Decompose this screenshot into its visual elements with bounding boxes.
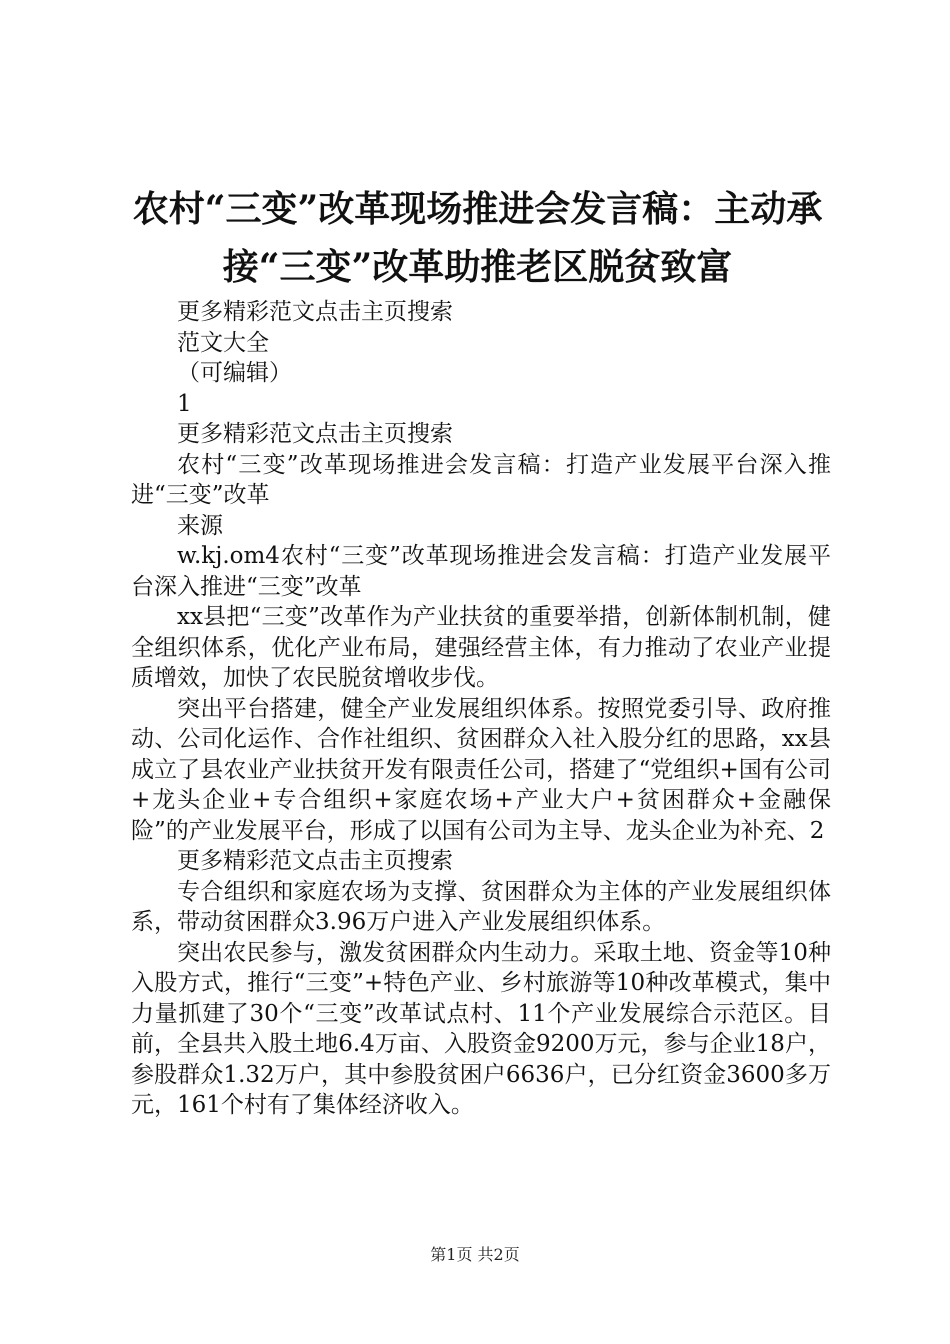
document-body (131, 297, 831, 1121)
paragraph-more-essays: 更多精彩范文点击主页搜索 (177, 299, 453, 325)
paragraph-body: 突出平台搭建，健全产业发展组织体系。按照党委引导、政府推动、公司化运作、合作社组织、贫困群众入社入股分红的思路，xx县成立了县农业产业扶贫开发有限责任公司，搭建了“党组织+国有公司+龙头企业+专合组织+家庭农场+产业大户+贫困群众+金融保险”的产业发展平台，形成了以国有公司为主导、龙头企业为补充、2 (131, 695, 831, 844)
paragraph-source-text: w.kj.om4农村“三变”改革现场推进会发言稿：打造产业发展平台深入推进“三变”改革 (131, 543, 831, 600)
paragraph-editable-note: （可编辑） (177, 360, 292, 386)
paragraph-essay-collection: 范文大全 (177, 329, 269, 356)
paragraph-body: xx县把“三变”改革作为产业扶贫的重要举措，创新体制机制，健全组织体系，优化产业布局，建强经营主体，有力推动了农业产业提质增效，加快了农民脱贫增收步伐。 (131, 604, 831, 691)
paragraph-more-essays: 更多精彩范文点击主页搜索 (177, 421, 453, 447)
paragraph-source-label: 来源 (177, 512, 223, 539)
paragraph-subtitle: 农村“三变”改革现场推进会发言稿：打造产业发展平台深入推进“三变”改革 (131, 451, 831, 508)
paragraph-page-mark: 1 (177, 390, 192, 417)
paragraph-body: 专合组织和家庭农场为支撑、贫困群众为主体的产业发展组织体系，带动贫困群众3.96万户进入产业发展组织体系。 (131, 878, 831, 935)
paragraph-body: 突出农民参与，激发贫困群众内生动力。采取土地、资金等10种入股方式，推行“三变”+特色产业、乡村旅游等10种改革模式，集中力量抓建了30个“三变”改革试点村、11个产业发展综合示范区。目前，全县共入股土地6.4万亩、入股资金9200万元，参与企业18户，参股群众1.32万户，其中参股贫困户6636户，已分红资金3600多万元，161个村有了集体经济收入。 (131, 939, 831, 1118)
page-footer: 第1页 共2页 (430, 1245, 520, 1264)
paragraph-more-essays: 更多精彩范文点击主页搜索 (177, 848, 453, 874)
document-title: 农村“三变”改革现场推进会发言稿：主动承接“三变”改革助推老区脱贫致富 (132, 188, 823, 288)
